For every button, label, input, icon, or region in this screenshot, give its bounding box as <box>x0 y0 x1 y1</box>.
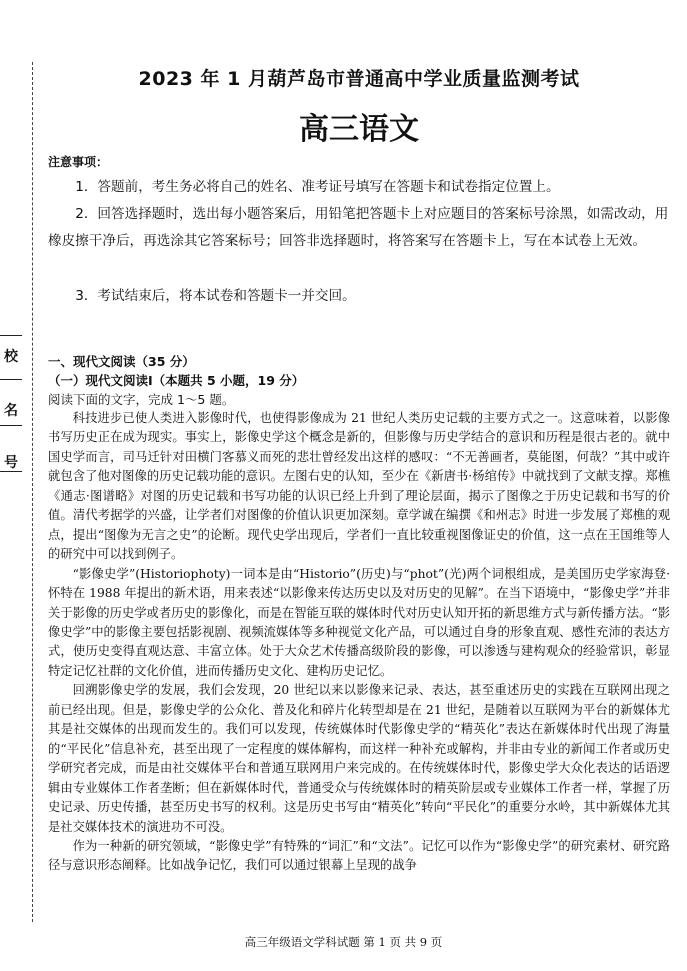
name-field-label: 名 <box>4 403 18 419</box>
section-subtitle: （一）现代文阅读Ⅰ（本题共 5 小题，19 分） <box>48 373 305 388</box>
passage-paragraph: 回溯影像史学的发展，我们会发现，20 世纪以来以影像来记录、表达，甚至重述历史的实践在互联网出现之前已经出现。但是，影像史学的公众化、普及化和碎片化转型却是在 21 世纪，是随着以互联网为平台的新媒体尤其是社交媒体的出现而发生的。我们可以发现，传统媒体时代影像史学的“精英化”表达在新媒体时代出现了海量的“平民化”信息补充，甚至出现了一定程度的媒体解构，而这样一种补充或解构，并非由专业的新闻工作者或历史学研究者完成，而是由社交媒体平台和普通互联网用户来完成的。在传统媒体时代，影像史学大众化表达的话语逻辑由专业媒体工作者垄断；但在新媒体时代，普通受众与传统媒体时的精英阶层或专业媒体工作者一样，掌握了历史记录、历史传播，甚至历史书写的权利。这是历史书写由“精英化”转向“平民化”的重要分水岭，其中新媒体尤其是社交媒体技术的演进功不可没。 <box>48 683 670 834</box>
number-field-label: 号 <box>4 455 18 471</box>
reading-passage <box>48 409 670 876</box>
school-field-label: 校 <box>4 349 18 365</box>
binding-rule <box>0 425 22 426</box>
exam-title: 2023 年 1 月葫芦岛市普通高中学业质量监测考试 <box>138 68 580 90</box>
binding-rule <box>0 379 22 380</box>
notice-item: 1．答题前，考生务必将自己的姓名、准考证号填写在答题卡和试卷指定位置上。 <box>75 179 560 195</box>
notice-item: 2．回答选择题时，选出每小题答案后，用铅笔把答题卡上对应题目的答案标号涂黑，如需改动，用橡皮擦干净后，再选涂其它答案标号；回答非选择题时，将答案写在答题卡上，写在本试卷上无效。 <box>48 206 669 249</box>
binding-rule <box>0 335 22 336</box>
passage-paragraph: 科技进步已使人类进入影像时代，也使得影像成为 21 世纪人类历史记载的主要方式之一。这意味着，以影像书写历史正在成为现实。事实上，影像史学这个概念是新的，但影像与历史学结合的意识和历程是很古老的。就中国史学而言，司马迁针对田横门客慕义而死的悲壮曾经发出这样的感叹：“不无善画者，莫能图，何哉？”其中或许就包含了他对图像的历史记载功能的意识。左图右史的认知，至少在《新唐书·杨绾传》中就找到了文献支撑。郑樵《通志·图谱略》对图的历史记载和书写功能的认识已经上升到了理论层面，揭示了图像之于历史记载和书写的价值。清代考据学的兴盛，让学者们对图像的价值认识更加深刻。章学诚在编撰《和州志》时进一步发展了郑樵的观点，提出“图像为无言之史”的论断。现代史学出现后，学者们一直比较重视图像证史的价值，这一点在王国维等人的研究中可以找到例子。 <box>48 411 670 562</box>
subject-title: 高三语文 <box>299 112 419 147</box>
notice-heading: 注意事项： <box>48 155 109 169</box>
section-title: 一、现代文阅读（35 分） <box>48 354 195 369</box>
passage-paragraph: “影像史学”(Historiophoty)一词本是由“Historio”(历史)与“phot”(光)两个词根组成，是美国历史学家海登·怀特在 1988 年提出的新术语，用来表述“以影像来传达历史以及对历史的见解”。在当下语境中，“影像史学”并非关于影像的历史学或者历史的影像化，而是在智能互联的媒体时代对历史认知开拓的新思维方式与新传播方法。“影像史学”中的影像主要包括影视剧、视频流媒体等多种视觉文化产品，可以通过自身的形象直观、感性充沛的表达方式，使历史变得直观达意、丰富立体。处于大众艺术传播高级阶段的影像，可以渗透与建构观众的经验常识，彰显特定记忆社群的文化价值，进而传播历史文化、建构历史记忆。 <box>48 566 670 678</box>
notice-item: 3．考试结束后，将本试卷和答题卡一并交回。 <box>75 288 356 304</box>
binding-line <box>32 62 33 922</box>
section-instruction: 阅读下面的文字，完成 1～5 题。 <box>48 392 235 407</box>
binding-rule <box>0 471 22 472</box>
page-footer: 高三年级语文学科试题 第 1 页 共 9 页 <box>244 935 443 949</box>
passage-paragraph: 作为一种新的研究领域，“影像史学”有特殊的“词汇”和“文法”。记忆可以作为“影像史学”的研究素材、研究路径与意识形态阐释。比如战争记忆，我们可以通过银幕上呈现的战争 <box>48 838 670 873</box>
